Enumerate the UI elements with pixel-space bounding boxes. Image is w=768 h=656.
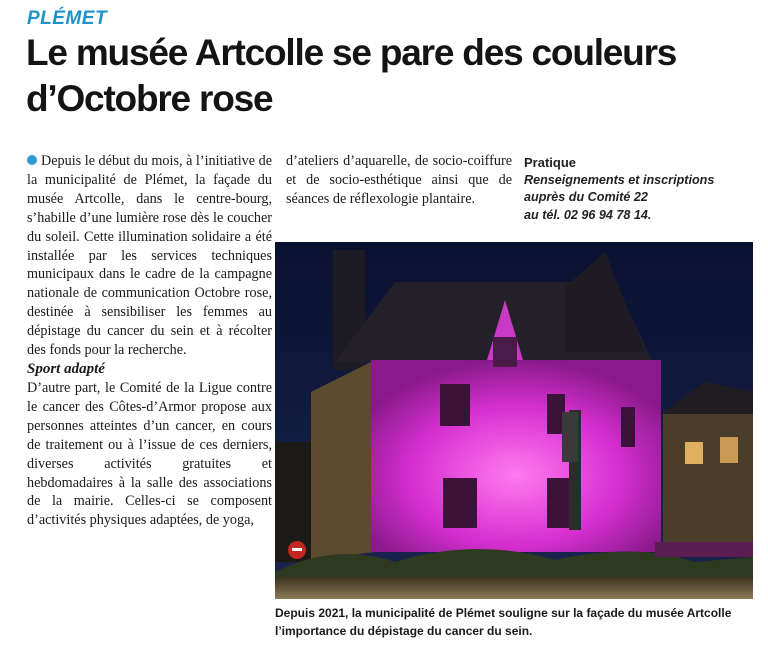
pratique-line-3: au tél. 02 96 94 78 14. <box>524 207 652 222</box>
article-photo <box>275 242 753 599</box>
article-column-2 <box>286 152 512 209</box>
sport-paragraph: D’autre part, le Comité de la Ligue contre le cancer des Côtes-d’Armor propose aux personnes atteintes d’un cancer, en cours de traitement ou à l’issue de ces derniers, diverses activités gratuites et hebdomadaires à la salle des associations de la mairie. Celles-ci se composent d’activités physiques adaptées, de yoga, <box>27 379 272 529</box>
museum-facade-photo-icon <box>275 242 753 599</box>
intro-paragraph <box>27 152 272 360</box>
pratique-line-2: auprès du Comité 22 <box>524 190 648 205</box>
pratique-heading: Pratique <box>524 155 577 170</box>
intro-paragraph-text: Depuis le début du mois, à l’initiative de la municipalité de Plémet, la façade du musée Artcolle, dans le centre-bourg, s’habille d’une lumière rose dès le coucher du soleil. Cette illumination solidaire a été installée par les services techniques municipaux dans le cadre de la campagne nationale de communication Octobre rose, destinée à sensibiliser les femmes au dépistage du cancer du sein et à récolter des fonds pour la recherche. <box>27 153 272 359</box>
photo-caption: Depuis 2021, la municipalité de Plémet souligne sur la façade du musée Artcolle l’importance du dépistage du cancer du sein. <box>275 606 732 638</box>
article-column-1 <box>27 152 272 530</box>
article-kicker: PLÉMET <box>27 8 108 29</box>
pratique-box <box>524 154 754 224</box>
article-headline: Le musée Artcolle se pare des couleurs d’Octobre rose <box>26 32 677 119</box>
bullet-dot-icon <box>27 155 37 165</box>
section-subhead: Sport adapté <box>27 360 105 377</box>
pratique-line-1: Renseignements et inscriptions <box>524 172 715 187</box>
continuation-paragraph: d’ateliers d’aquarelle, de socio-coiffure et de socio-esthétique ainsi que de séances de réflexologie plantaire. <box>286 153 512 207</box>
